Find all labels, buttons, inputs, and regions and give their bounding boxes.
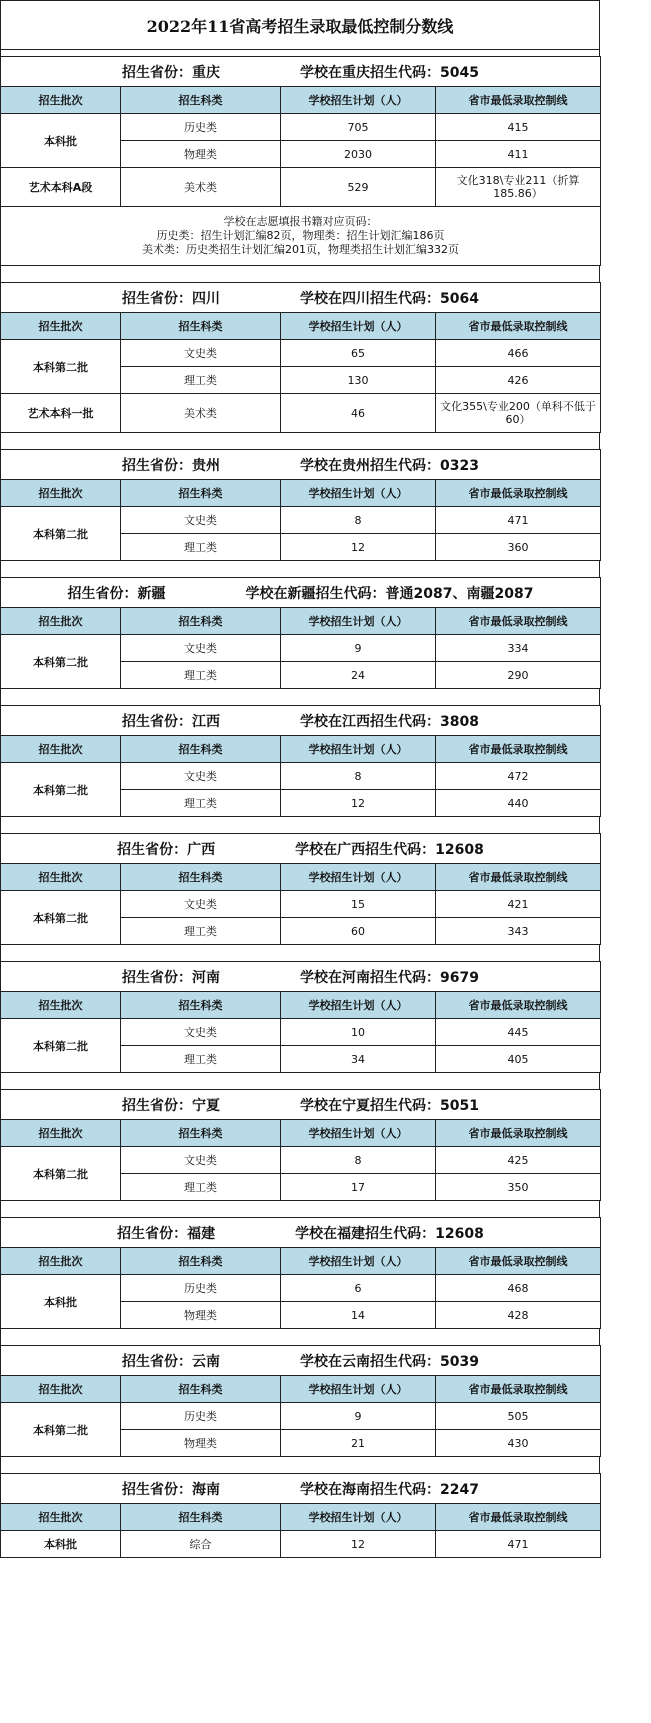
- table-row: [1, 1019, 601, 1046]
- table-row: [1, 1531, 601, 1558]
- column-header: 招生科类: [121, 1504, 281, 1531]
- column-header: 省市最低录取控制线: [436, 608, 601, 635]
- province-header: [1, 1474, 601, 1504]
- score-cell: 411: [436, 141, 601, 168]
- category-cell: 理工类: [121, 662, 281, 689]
- category-cell: 物理类: [121, 1302, 281, 1329]
- province-table: [0, 1089, 601, 1201]
- column-header: 招生科类: [121, 87, 281, 114]
- batch-cell: 本科第二批: [1, 635, 121, 689]
- province-header: [1, 578, 601, 608]
- column-header-row: [1, 1248, 601, 1275]
- plan-cell: 9: [281, 635, 436, 662]
- batch-cell: 本科批: [1, 114, 121, 168]
- batch-cell: 本科第二批: [1, 763, 121, 817]
- column-header: 省市最低录取控制线: [436, 1376, 601, 1403]
- plan-cell: 6: [281, 1275, 436, 1302]
- batch-cell: 本科第二批: [1, 507, 121, 561]
- column-header: 学校招生计划（人）: [281, 480, 436, 507]
- score-cell: 430: [436, 1430, 601, 1457]
- column-header: 招生批次: [1, 736, 121, 763]
- province-label: 招生省份：云南: [122, 1353, 221, 1370]
- column-header: 学校招生计划（人）: [281, 87, 436, 114]
- score-cell: 440: [436, 790, 601, 817]
- plan-cell: 8: [281, 763, 436, 790]
- section-spacer: [0, 817, 600, 833]
- column-header-row: [1, 736, 601, 763]
- batch-cell: 本科第二批: [1, 340, 121, 394]
- notes-row: [1, 207, 601, 266]
- plan-cell: 15: [281, 891, 436, 918]
- plan-cell: 2030: [281, 141, 436, 168]
- score-cell: 428: [436, 1302, 601, 1329]
- column-header: 省市最低录取控制线: [436, 864, 601, 891]
- province-header-row: [1, 578, 601, 608]
- province-table: [0, 705, 601, 817]
- plan-cell: 60: [281, 918, 436, 945]
- province-table: [0, 833, 601, 945]
- table-row: [1, 114, 601, 141]
- column-header-row: [1, 1376, 601, 1403]
- column-header: 省市最低录取控制线: [436, 992, 601, 1019]
- table-row: [1, 891, 601, 918]
- note-line: 美术类：历史类招生计划汇编201页，物理类招生计划汇编332页: [142, 243, 460, 256]
- category-cell: 历史类: [121, 114, 281, 141]
- province-header-row: [1, 450, 601, 480]
- category-cell: 文史类: [121, 1019, 281, 1046]
- province-table: [0, 449, 601, 561]
- table-row: [1, 763, 601, 790]
- province-table: [0, 577, 601, 689]
- province-header-row: [1, 1218, 601, 1248]
- category-cell: 综合: [121, 1531, 281, 1558]
- column-header: 招生科类: [121, 864, 281, 891]
- category-cell: 历史类: [121, 1275, 281, 1302]
- province-code-label: 学校在河南招生代码：9679: [300, 969, 479, 986]
- province-header-row: [1, 962, 601, 992]
- column-header: 招生批次: [1, 1248, 121, 1275]
- plan-cell: 9: [281, 1403, 436, 1430]
- province-label: 招生省份：宁夏: [122, 1097, 221, 1114]
- column-header: 学校招生计划（人）: [281, 1376, 436, 1403]
- section-spacer: [0, 1073, 600, 1089]
- column-header: 学校招生计划（人）: [281, 736, 436, 763]
- category-cell: 文史类: [121, 340, 281, 367]
- column-header: 招生科类: [121, 1376, 281, 1403]
- page-title: 2022年11省高考招生录取最低控制分数线: [0, 0, 600, 50]
- category-cell: 文史类: [121, 507, 281, 534]
- province-header-row: [1, 283, 601, 313]
- category-cell: 文史类: [121, 891, 281, 918]
- score-cell: 290: [436, 662, 601, 689]
- plan-cell: 12: [281, 534, 436, 561]
- table-row: [1, 1275, 601, 1302]
- province-code-label: 学校在重庆招生代码：5045: [300, 64, 479, 81]
- score-cell: 471: [436, 1531, 601, 1558]
- table-row: [1, 507, 601, 534]
- column-header: 招生科类: [121, 313, 281, 340]
- province-header-row: [1, 1474, 601, 1504]
- category-cell: 美术类: [121, 394, 281, 433]
- province-label: 招生省份：福建: [117, 1225, 216, 1242]
- score-cell: 文化318\专业211（折算185.86）: [436, 168, 601, 207]
- column-header: 学校招生计划（人）: [281, 864, 436, 891]
- province-code-label: 学校在新疆招生代码：普通2087、南疆2087: [245, 585, 534, 602]
- score-cell: 334: [436, 635, 601, 662]
- province-header: [1, 1346, 601, 1376]
- plan-cell: 12: [281, 790, 436, 817]
- batch-cell: 本科第二批: [1, 1147, 121, 1201]
- plan-cell: 12: [281, 1531, 436, 1558]
- table-row: [1, 394, 601, 433]
- province-header: [1, 962, 601, 992]
- column-header-row: [1, 313, 601, 340]
- batch-cell: 本科批: [1, 1531, 121, 1558]
- column-header: 学校招生计划（人）: [281, 608, 436, 635]
- column-header: 省市最低录取控制线: [436, 313, 601, 340]
- column-header: 省市最低录取控制线: [436, 480, 601, 507]
- category-cell: 文史类: [121, 1147, 281, 1174]
- category-cell: 理工类: [121, 918, 281, 945]
- province-code-label: 学校在江西招生代码：3808: [300, 713, 479, 730]
- province-label: 招生省份：重庆: [122, 64, 221, 81]
- note-line: 历史类：招生计划汇编82页，物理类：招生计划汇编186页: [156, 229, 445, 242]
- province-table: [0, 1217, 601, 1329]
- column-header: 招生批次: [1, 480, 121, 507]
- column-header: 学校招生计划（人）: [281, 992, 436, 1019]
- score-cell: 405: [436, 1046, 601, 1073]
- column-header: 招生科类: [121, 736, 281, 763]
- province-header-row: [1, 834, 601, 864]
- batch-cell: 本科第二批: [1, 891, 121, 945]
- column-header: 省市最低录取控制线: [436, 87, 601, 114]
- score-cell: 445: [436, 1019, 601, 1046]
- plan-cell: 130: [281, 367, 436, 394]
- score-cell: 472: [436, 763, 601, 790]
- column-header: 招生批次: [1, 608, 121, 635]
- plan-cell: 21: [281, 1430, 436, 1457]
- province-table: [0, 1473, 601, 1558]
- category-cell: 美术类: [121, 168, 281, 207]
- province-header-row: [1, 1346, 601, 1376]
- column-header: 省市最低录取控制线: [436, 1504, 601, 1531]
- section-spacer: [0, 561, 600, 577]
- batch-cell: 艺术本科A段: [1, 168, 121, 207]
- province-code-label: 学校在云南招生代码：5039: [300, 1353, 479, 1370]
- section-spacer: [0, 433, 600, 449]
- notes-cell: [1, 207, 601, 266]
- batch-cell: 艺术本科一批: [1, 394, 121, 433]
- column-header-row: [1, 608, 601, 635]
- province-table: [0, 961, 601, 1073]
- province-header: [1, 834, 601, 864]
- table-row: [1, 1147, 601, 1174]
- column-header: 招生批次: [1, 313, 121, 340]
- province-label: 招生省份：新疆: [67, 585, 166, 602]
- category-cell: 理工类: [121, 790, 281, 817]
- province-table: [0, 282, 601, 433]
- table-row: [1, 635, 601, 662]
- province-code-label: 学校在贵州招生代码：0323: [300, 457, 479, 474]
- table-row: [1, 168, 601, 207]
- column-header: 学校招生计划（人）: [281, 1248, 436, 1275]
- column-header-row: [1, 1120, 601, 1147]
- column-header: 招生批次: [1, 864, 121, 891]
- province-header: [1, 283, 601, 313]
- column-header: 招生批次: [1, 1376, 121, 1403]
- category-cell: 理工类: [121, 1174, 281, 1201]
- column-header: 学校招生计划（人）: [281, 313, 436, 340]
- column-header: 招生科类: [121, 1120, 281, 1147]
- province-code-label: 学校在宁夏招生代码：5051: [300, 1097, 479, 1114]
- section-spacer: [0, 945, 600, 961]
- column-header: 省市最低录取控制线: [436, 1248, 601, 1275]
- category-cell: 物理类: [121, 1430, 281, 1457]
- category-cell: 文史类: [121, 763, 281, 790]
- province-code-label: 学校在福建招生代码：12608: [295, 1225, 484, 1242]
- column-header: 招生批次: [1, 992, 121, 1019]
- score-cell: 421: [436, 891, 601, 918]
- province-label: 招生省份：江西: [122, 713, 221, 730]
- column-header-row: [1, 864, 601, 891]
- plan-cell: 24: [281, 662, 436, 689]
- province-code-label: 学校在广西招生代码：12608: [295, 841, 484, 858]
- column-header: 招生批次: [1, 87, 121, 114]
- category-cell: 理工类: [121, 1046, 281, 1073]
- score-cell: 350: [436, 1174, 601, 1201]
- column-header: 省市最低录取控制线: [436, 1120, 601, 1147]
- section-spacer: [0, 1457, 600, 1473]
- column-header-row: [1, 992, 601, 1019]
- province-table: [0, 1345, 601, 1457]
- plan-cell: 529: [281, 168, 436, 207]
- category-cell: 文史类: [121, 635, 281, 662]
- plan-cell: 65: [281, 340, 436, 367]
- province-table: [0, 56, 601, 266]
- category-cell: 历史类: [121, 1403, 281, 1430]
- column-header: 招生科类: [121, 480, 281, 507]
- plan-cell: 8: [281, 507, 436, 534]
- category-cell: 理工类: [121, 534, 281, 561]
- plan-cell: 34: [281, 1046, 436, 1073]
- column-header: 招生科类: [121, 1248, 281, 1275]
- province-header-row: [1, 706, 601, 736]
- province-code-label: 学校在四川招生代码：5064: [300, 290, 479, 307]
- province-label: 招生省份：河南: [122, 969, 221, 986]
- column-header-row: [1, 480, 601, 507]
- province-label: 招生省份：四川: [122, 290, 221, 307]
- province-header: [1, 706, 601, 736]
- province-header: [1, 57, 601, 87]
- section-spacer: [0, 689, 600, 705]
- section-spacer: [0, 1201, 600, 1217]
- section-spacer: [0, 266, 600, 282]
- province-header: [1, 1090, 601, 1120]
- column-header: 学校招生计划（人）: [281, 1120, 436, 1147]
- note-line: 学校在志愿填报书籍对应页码：: [223, 215, 378, 228]
- column-header: 招生科类: [121, 608, 281, 635]
- province-code-label: 学校在海南招生代码：2247: [300, 1481, 479, 1498]
- province-header: [1, 450, 601, 480]
- sections-container: [0, 56, 600, 1558]
- score-cell: 文化355\专业200（单科不低于60）: [436, 394, 601, 433]
- column-header: 学校招生计划（人）: [281, 1504, 436, 1531]
- batch-cell: 本科第二批: [1, 1403, 121, 1457]
- score-cell: 425: [436, 1147, 601, 1174]
- score-cell: 343: [436, 918, 601, 945]
- province-label: 招生省份：海南: [122, 1481, 221, 1498]
- plan-cell: 705: [281, 114, 436, 141]
- plan-cell: 8: [281, 1147, 436, 1174]
- plan-cell: 17: [281, 1174, 436, 1201]
- column-header: 招生科类: [121, 992, 281, 1019]
- column-header-row: [1, 87, 601, 114]
- plan-cell: 10: [281, 1019, 436, 1046]
- score-cell: 426: [436, 367, 601, 394]
- category-cell: 物理类: [121, 141, 281, 168]
- plan-cell: 46: [281, 394, 436, 433]
- table-row: [1, 1403, 601, 1430]
- province-header-row: [1, 1090, 601, 1120]
- score-cell: 360: [436, 534, 601, 561]
- score-cell: 466: [436, 340, 601, 367]
- column-header: 招生批次: [1, 1504, 121, 1531]
- score-cell: 415: [436, 114, 601, 141]
- score-cell: 468: [436, 1275, 601, 1302]
- province-label: 招生省份：广西: [117, 841, 216, 858]
- province-header: [1, 1218, 601, 1248]
- category-cell: 理工类: [121, 367, 281, 394]
- column-header: 招生批次: [1, 1120, 121, 1147]
- column-header: 省市最低录取控制线: [436, 736, 601, 763]
- plan-cell: 14: [281, 1302, 436, 1329]
- batch-cell: 本科第二批: [1, 1019, 121, 1073]
- section-spacer: [0, 1329, 600, 1345]
- province-header-row: [1, 57, 601, 87]
- batch-cell: 本科批: [1, 1275, 121, 1329]
- column-header-row: [1, 1504, 601, 1531]
- score-cell: 471: [436, 507, 601, 534]
- score-cell: 505: [436, 1403, 601, 1430]
- table-row: [1, 340, 601, 367]
- province-label: 招生省份：贵州: [122, 457, 221, 474]
